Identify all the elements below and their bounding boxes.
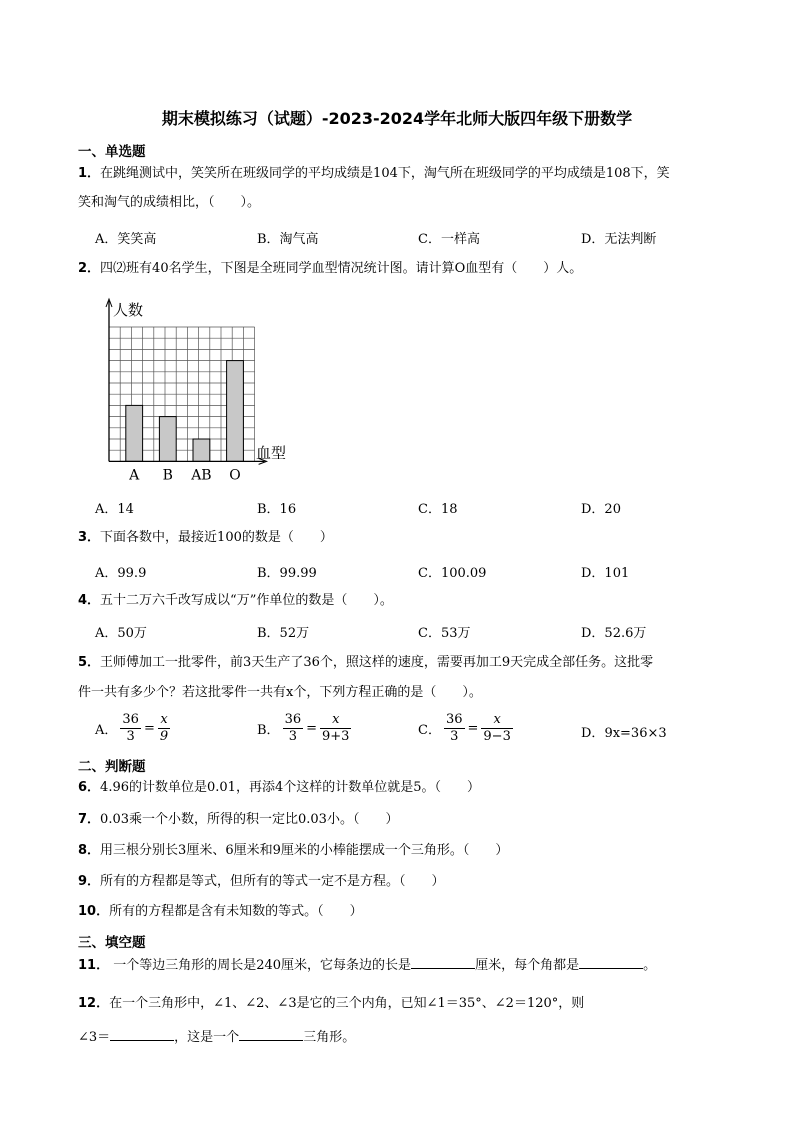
q4-option-b[interactable]: B．52万 <box>257 626 310 641</box>
chart-bars <box>126 361 244 462</box>
equals-sign: = <box>143 721 155 736</box>
x-tick-label-O: O <box>229 467 241 484</box>
answer-blank[interactable] <box>411 956 475 969</box>
question-number: 7． <box>78 812 101 827</box>
question-1-line-1 <box>78 164 670 184</box>
question-text: 。 <box>643 958 657 973</box>
question-number: 11． <box>78 958 110 973</box>
equals-sign: = <box>306 721 318 736</box>
question-text: ，这是一个 <box>174 1030 240 1045</box>
q1-option-d[interactable]: D．无法判断 <box>581 232 657 247</box>
q3-option-d[interactable]: D．101 <box>581 566 630 581</box>
question-number: 3． <box>78 530 101 545</box>
question-2 <box>78 259 582 279</box>
fraction: $\frac{36}{3}$ <box>445 712 463 744</box>
question-8 <box>78 841 508 861</box>
equals-sign: = <box>467 721 479 736</box>
question-5-line-2: 件一共有多少个？若这批零件一共有x个，下列方程正确的是（ ）。 <box>78 685 482 700</box>
question-9 <box>78 872 445 892</box>
answer-blank[interactable] <box>579 956 643 969</box>
option-label: A． <box>95 723 118 738</box>
option-label: B． <box>257 723 280 738</box>
q2-option-a[interactable]: A．14 <box>95 502 134 517</box>
q4-option-d[interactable]: D．52.6万 <box>581 626 647 641</box>
x-axis-label: 血型 <box>256 444 287 462</box>
question-number: 1． <box>78 166 101 181</box>
q1-option-a[interactable]: A．笑笑高 <box>95 232 157 247</box>
question-5-line-1 <box>78 653 653 673</box>
q3-option-c[interactable]: C．100.09 <box>418 566 487 581</box>
question-3 <box>78 528 333 548</box>
q1-option-b[interactable]: B．淘气高 <box>257 232 319 247</box>
question-text: 四⑵班有40名学生，下图是全班同学血型情况统计图。请计算O血型有（ ）人。 <box>100 261 583 276</box>
question-6 <box>78 778 480 798</box>
question-text: 所有的方程都是含有未知数的等式。（ ） <box>109 904 363 919</box>
question-number: 10． <box>78 904 110 919</box>
question-text: 所有的方程都是等式，但所有的等式一定不是方程。（ ） <box>100 874 445 889</box>
question-number: 4． <box>78 593 101 608</box>
bar-B <box>159 417 176 462</box>
q5-option-b[interactable] <box>257 712 352 745</box>
question-text: 三角形。 <box>303 1030 356 1045</box>
question-text: 在一个三角形中，∠1、∠2、∠3是它的三个内角，已知∠1＝35°、∠2＝120°，则 <box>109 996 585 1011</box>
bar-AB <box>193 439 210 461</box>
blood-type-bar-chart <box>85 295 300 484</box>
question-number: 5． <box>78 655 101 670</box>
fraction: $\frac{x}{9-3}$ <box>483 712 511 744</box>
question-text: 0.03乘一个小数，所得的积一定比0.03小。（ ） <box>100 812 399 827</box>
option-label: D． <box>581 726 605 741</box>
q5-option-a[interactable] <box>95 712 171 745</box>
question-12-line-2 <box>78 1028 355 1048</box>
q3-option-a[interactable]: A．99.9 <box>95 566 147 581</box>
q2-option-b[interactable]: B．16 <box>257 502 297 517</box>
section-heading-fill-blank: 三、填空题 <box>78 935 146 951</box>
q4-option-c[interactable]: C．53万 <box>418 626 471 641</box>
question-number: 8． <box>78 843 101 858</box>
question-number: 12． <box>78 996 110 1011</box>
question-number: 6． <box>78 780 101 795</box>
question-7 <box>78 810 398 830</box>
question-text: ∠3＝ <box>78 1030 111 1045</box>
x-tick-label-A: A <box>129 467 140 484</box>
question-10 <box>78 902 363 922</box>
question-text: 4.96的计数单位是0.01，再添4个这样的计数单位就是5。（ ） <box>100 780 480 795</box>
option-text: 9x=36×3 <box>604 726 667 741</box>
question-11 <box>78 956 656 976</box>
page-title: 期末模拟练习（试题）-2023-2024学年北师大版四年级下册数学 <box>161 109 633 128</box>
y-axis-label: 人数 <box>113 301 144 319</box>
section-heading-single-choice: 一、单选题 <box>78 144 146 160</box>
bar-O <box>227 361 244 462</box>
x-tick-label-AB: AB <box>191 467 212 484</box>
fraction: $\frac{x}{9+3}$ <box>322 712 350 744</box>
answer-blank[interactable] <box>239 1028 303 1041</box>
question-text: 一个等边三角形的周长是240厘米，它每条边的长是 <box>113 958 412 973</box>
question-text: 在跳绳测试中，笑笑所在班级同学的平均成绩是104下，淘气所在班级同学的平均成绩是108下，笑 <box>100 166 670 181</box>
question-12-line-1 <box>78 994 584 1014</box>
q1-option-c[interactable]: C．一样高 <box>418 232 480 247</box>
fraction: $\frac{x}{9}$ <box>159 712 169 744</box>
q2-option-d[interactable]: D．20 <box>581 502 621 517</box>
x-tick-labels <box>128 467 241 483</box>
bar-A <box>126 405 143 461</box>
section-heading-judgement: 二、判断题 <box>78 759 146 775</box>
question-text: 用三根分别长3厘米、6厘米和9厘米的小棒能摆成一个三角形。（ ） <box>100 843 509 858</box>
question-text: 厘米，每个角都是 <box>475 958 580 973</box>
q5-option-c[interactable] <box>418 712 514 745</box>
fraction: $\frac{36}{3}$ <box>284 712 302 744</box>
x-tick-label-B: B <box>162 467 173 484</box>
question-4 <box>78 591 393 611</box>
q4-option-a[interactable]: A．50万 <box>95 626 147 641</box>
option-label: C． <box>418 723 441 738</box>
q2-option-c[interactable]: C．18 <box>418 502 458 517</box>
question-number: 9． <box>78 874 101 889</box>
answer-blank[interactable] <box>110 1028 174 1041</box>
q3-option-b[interactable]: B．99.99 <box>257 566 317 581</box>
question-text: 王师傅加工一批零件，前3天生产了36个，照这样的速度，需要再加工9天完成全部任务。这批零 <box>100 655 654 670</box>
fraction: $\frac{36}{3}$ <box>122 712 139 744</box>
question-text: 五十二万六千改写成以“万”作单位的数是（ ）。 <box>100 593 393 608</box>
q5-option-d[interactable] <box>581 722 667 741</box>
question-1-line-2: 笑和淘气的成绩相比，（ ）。 <box>78 195 261 210</box>
question-text: 下面各数中，最接近100的数是（ ） <box>100 530 333 545</box>
question-number: 2． <box>78 261 101 276</box>
